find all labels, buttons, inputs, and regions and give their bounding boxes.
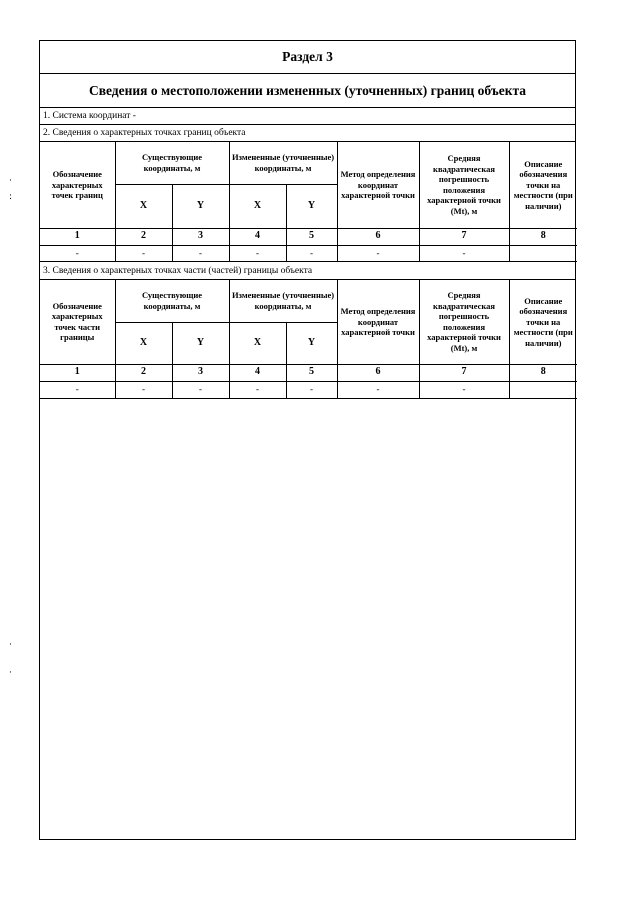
part-boundary-points-table: [40, 280, 577, 399]
margin-mark: ·: [9, 640, 12, 650]
header-y-changed: Y: [286, 184, 337, 228]
header-x-changed: X: [229, 322, 286, 364]
column-number: 7: [419, 228, 509, 245]
column-number: 6: [337, 228, 419, 245]
column-number: 8: [509, 364, 577, 381]
table-cell: -: [40, 381, 115, 398]
table-cell: [509, 245, 577, 261]
table-cell: -: [286, 245, 337, 261]
table-row: [40, 245, 577, 261]
header-changed-coords: Измененные (уточненные) координаты, м: [229, 280, 337, 322]
boundary-points-table: [40, 142, 577, 262]
table-cell: -: [172, 245, 229, 261]
header-method: Метод определения координат характерной точки: [337, 142, 419, 228]
table-cell: -: [337, 245, 419, 261]
margin-mark: ·: [9, 176, 12, 186]
margin-mark: :: [9, 192, 13, 202]
table-cell: -: [419, 381, 509, 398]
column-number: 6: [337, 364, 419, 381]
column-number: 3: [172, 228, 229, 245]
table-cell: -: [229, 381, 286, 398]
column-number: 4: [229, 364, 286, 381]
table-cell: -: [286, 381, 337, 398]
table-header-row: [40, 280, 577, 322]
header-existing-coords: Существующие координаты, м: [115, 142, 229, 184]
header-existing-coords: Существующие координаты, м: [115, 280, 229, 322]
table-cell: [509, 381, 577, 398]
table-header-row: [40, 142, 577, 184]
column-number-row: [40, 228, 577, 245]
header-y-changed: Y: [286, 322, 337, 364]
column-number: 7: [419, 364, 509, 381]
table-cell: -: [229, 245, 286, 261]
column-number: 2: [115, 228, 172, 245]
column-number: 1: [40, 364, 115, 381]
header-designation: Обозначение характерных точек части границы: [40, 280, 115, 364]
table-cell: -: [115, 381, 172, 398]
column-number-row: [40, 364, 577, 381]
table-cell: -: [337, 381, 419, 398]
table-cell: -: [115, 245, 172, 261]
header-y-existing: Y: [172, 322, 229, 364]
section3-title: 3. Сведения о характерных точках части (частей) границы объекта: [40, 263, 575, 280]
header-error: Средняя квадратическая погрешность положения характерной точки (Mt), м: [419, 142, 509, 228]
header-x-changed: X: [229, 184, 286, 228]
section2-title: 2. Сведения о характерных точках границ объекта: [40, 125, 575, 142]
header-y-existing: Y: [172, 184, 229, 228]
table-cell: -: [40, 245, 115, 261]
coordinate-system-line: 1. Система координат -: [40, 108, 575, 125]
section-title: Раздел 3: [40, 41, 575, 74]
column-number: 5: [286, 364, 337, 381]
table-row: [40, 381, 577, 398]
column-number: 5: [286, 228, 337, 245]
header-changed-coords: Измененные (уточненные) координаты, м: [229, 142, 337, 184]
document-subtitle: Сведения о местоположении измененных (уточненных) границ объекта: [40, 74, 575, 108]
table-cell: -: [419, 245, 509, 261]
header-description: Описание обозначения точки на местности (при наличии): [509, 280, 577, 364]
margin-mark: ·: [9, 668, 12, 678]
header-x-existing: X: [115, 184, 172, 228]
header-x-existing: X: [115, 322, 172, 364]
header-designation: Обозначение характерных точек границ: [40, 142, 115, 228]
document-frame: [39, 40, 576, 840]
header-error: Средняя квадратическая погрешность положения характерной точки (Mt), м: [419, 280, 509, 364]
header-method: Метод определения координат характерной точки: [337, 280, 419, 364]
column-number: 1: [40, 228, 115, 245]
column-number: 2: [115, 364, 172, 381]
column-number: 8: [509, 228, 577, 245]
table-cell: -: [172, 381, 229, 398]
header-description: Описание обозначения точки на местности (при наличии): [509, 142, 577, 228]
column-number: 3: [172, 364, 229, 381]
column-number: 4: [229, 228, 286, 245]
